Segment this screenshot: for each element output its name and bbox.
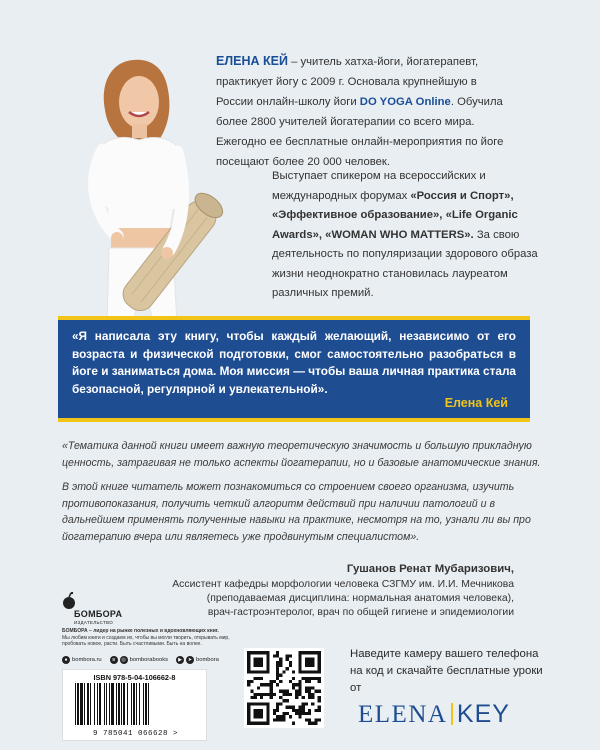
speaker-text-1: Выступает спикером на всероссийских и международных форумах <box>272 170 486 202</box>
elena-key-logo <box>358 700 510 729</box>
reviewer-name: Гушанов Ренат Мубаризович, <box>346 563 514 575</box>
author-photo <box>55 40 225 325</box>
isbn-number: ISBN 978-5-04-106662-8 <box>93 673 176 682</box>
speaker-text-2: За свою деятельность по популяризации здорового образа жизни неоднократно становилась лауреатом различных премий. <box>272 228 538 299</box>
author-bio <box>216 51 516 172</box>
quote-author: Елена Кей <box>444 396 508 410</box>
author-quote-box <box>58 316 530 422</box>
bio-text-2: . Обучила более 2800 учителей йогатерапии со всего мира. Ежегодно ее бесплатные онлайн-мероприятия по йоге посещают более 20 000 человек. <box>216 96 504 168</box>
social-website-label: bombora.ru <box>72 657 102 663</box>
globe-icon: ● <box>62 656 70 664</box>
publisher-subtitle: ИЗДАТЕЛЬСТВО <box>74 620 114 625</box>
social-books[interactable] <box>110 656 168 664</box>
quote-text: «Я написала эту книгу, чтобы каждый желающий, независимо от его возраста и физической подготовки, смог самостоятельно разобраться в йоге и заниматься дома. Моя миссия — чтобы ваша личная практика стала безопасной, регулярной и увлекательной». <box>72 329 516 396</box>
isbn-barcode <box>62 669 207 741</box>
qr-code[interactable] <box>244 648 324 728</box>
publisher-name: БОМБОРА <box>74 609 123 619</box>
reviewer-signature <box>94 562 514 620</box>
instagram-icon: ◎ <box>121 657 126 663</box>
publisher-tagline <box>62 628 232 648</box>
youtube-icon: ▶ <box>176 656 184 664</box>
social-bombora-label: bombora <box>196 657 219 663</box>
reviewer-title-1: Ассистент кафедры морфологии человека СЗГМУ им. И.И. Мечникова <box>172 579 514 590</box>
elena-key-logo-right: KEY <box>456 700 510 728</box>
barcode-bars <box>73 683 198 727</box>
school-name: DO YOGA Online <box>359 96 451 108</box>
publisher-tagline-bold: БОМБОРА – лидер на рынке полезных и вдохновляющих книг. <box>62 628 219 634</box>
review-paragraph-1: «Тематика данной книги имеет важную теоретическую значимость и большую прикладную ценность, затрагивая не только аспекты йогатерапии, но и базовые анатомические знания. <box>62 440 541 469</box>
review-paragraph-2: В этой книге читатель может познакомиться со строением своего организма, изучить противопоказания, получить четкий алгоритм действий при наличии патологий и в дальнейшем применять полученные навыки на практике, несмотря на то, узнали ли вы про йогатерапию вчера или являетесь уже продвинутым специалистом». <box>62 481 531 543</box>
social-books-label: bomborabooks <box>129 657 169 663</box>
elena-key-divider <box>451 703 453 725</box>
publisher-socials <box>62 656 242 664</box>
elena-key-logo-left: ELENA <box>358 701 448 728</box>
forums-list: «Россия и Спорт», «Эффективное образование», «Life Organic Awards», «WOMAN WHO MATTERS». <box>272 189 518 241</box>
telegram-icon: ➤ <box>187 657 193 663</box>
qr-call-to-action: Наведите камеру вашего телефона на код и скачайте бесплатные уроки от <box>350 648 543 694</box>
speaker-paragraph <box>272 167 544 304</box>
barcode-digits: 9 785041 066628 > <box>92 730 178 738</box>
reviewer-title-3: врач-гастроэнтеролог, врач по общей гигиене и эпидемиологии <box>207 607 514 618</box>
social-bombora[interactable] <box>176 656 219 664</box>
publisher-tagline-text: Мы любим книги и создаем их, чтобы вы могли творить, открывать мир, пробовать новое, расти. Быть счастливыми. Быть на волне. <box>62 634 230 647</box>
author-name: ЕЛЕНА КЕЙ <box>216 54 288 68</box>
bomb-icon <box>62 592 76 610</box>
reviewer-title-2: (преподаваемая дисциплина: нормальная анатомия человека), <box>206 593 514 604</box>
bio-text-1: – учитель хатха-йоги, йогатерапевт, практикует йогу с 2009 г. Основала крупнейшую в России онлайн-школу йоги <box>216 56 479 108</box>
social-website[interactable] <box>62 656 102 664</box>
vk-icon: в <box>110 656 118 664</box>
expert-review <box>62 438 542 553</box>
